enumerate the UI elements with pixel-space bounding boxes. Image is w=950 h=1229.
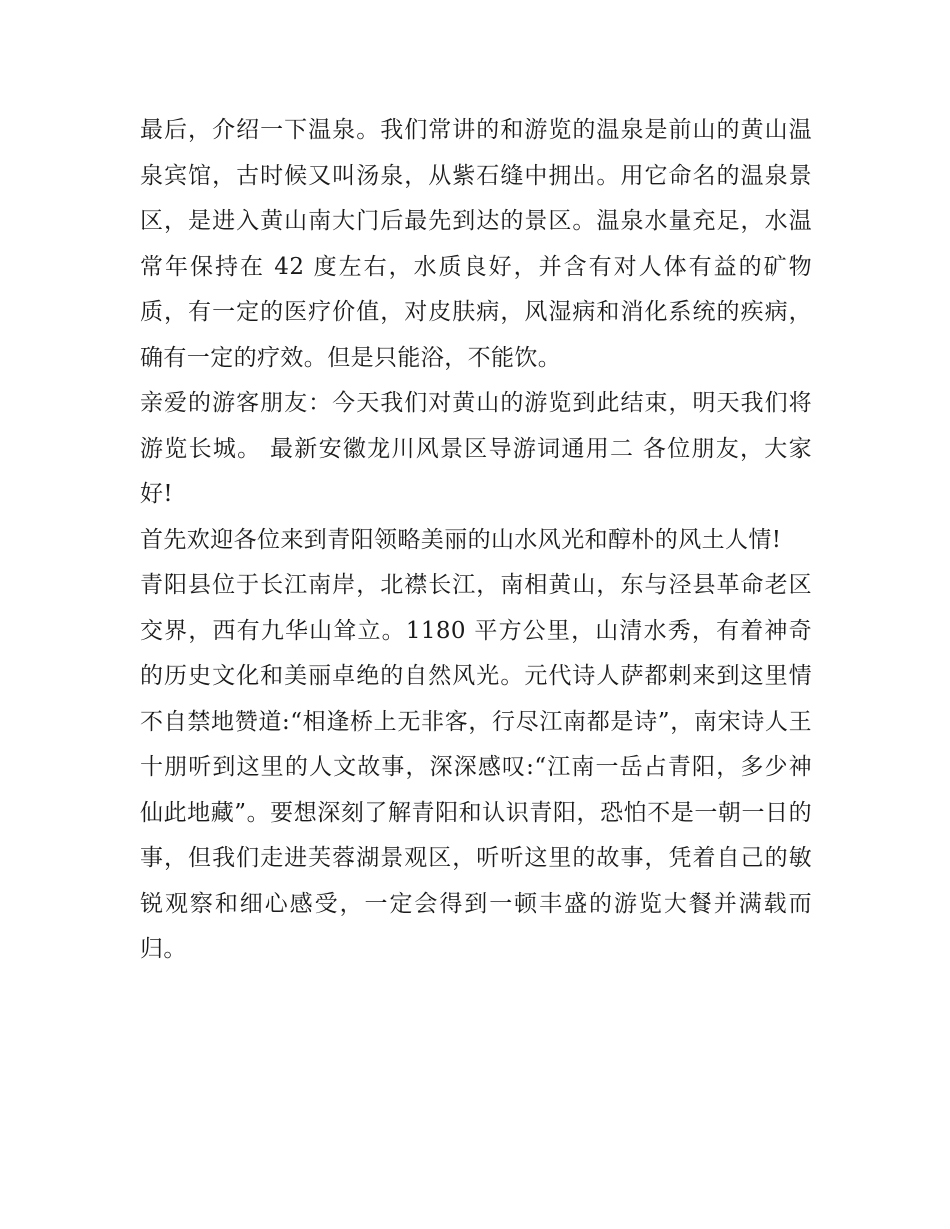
document-body [140,108,812,973]
paragraph-hot-spring: 最后，介绍一下温泉。我们常讲的和游览的温泉是前山的黄山温泉宾馆，古时候又叫汤泉，从紫石缝中拥出。用它命名的温泉景区，是进入黄山南大门后最先到达的景区。温泉水量充足，水温常年保持在 42 度左右，水质良好，并含有对人体有益的矿物质，有一定的医疗价值，对皮肤病，风湿病和消化系统的疾病，确有一定的疗效。但是只能浴，不能饮。 [140,117,812,371]
paragraph-farewell-greeting: 亲爱的游客朋友：今天我们对黄山的游览到此结束，明天我们将游览长城。 最新安徽龙川风景区导游词通用二 各位朋友，大家好! [140,390,812,507]
paragraph-welcome: 首先欢迎各位来到青阳领略美丽的山水风光和醇朴的风土人情! [140,526,782,553]
paragraph-qingyang-intro: 青阳县位于长江南岸，北襟长江，南相黄山，东与泾县革命老区交界，西有九华山耸立。1180 平方公里，山清水秀，有着神奇的历史文化和美丽卓绝的自然风光。元代诗人萨都剌来到这里情不自禁地赞道:“相逢桥上无非客，行尽江南都是诗”，南宋诗人王十朋听到这里的人文故事，深深感叹:“江南一岳占青阳，多少神仙此地藏”。要想深刻了解青阳和认识青阳，恐怕不是一朝一日的事，但我们走进芙蓉湖景观区，听听这里的故事，凭着自己的敏锐观察和细心感受，一定会得到一顿丰盛的游览大餐并满载而归。 [140,572,812,962]
